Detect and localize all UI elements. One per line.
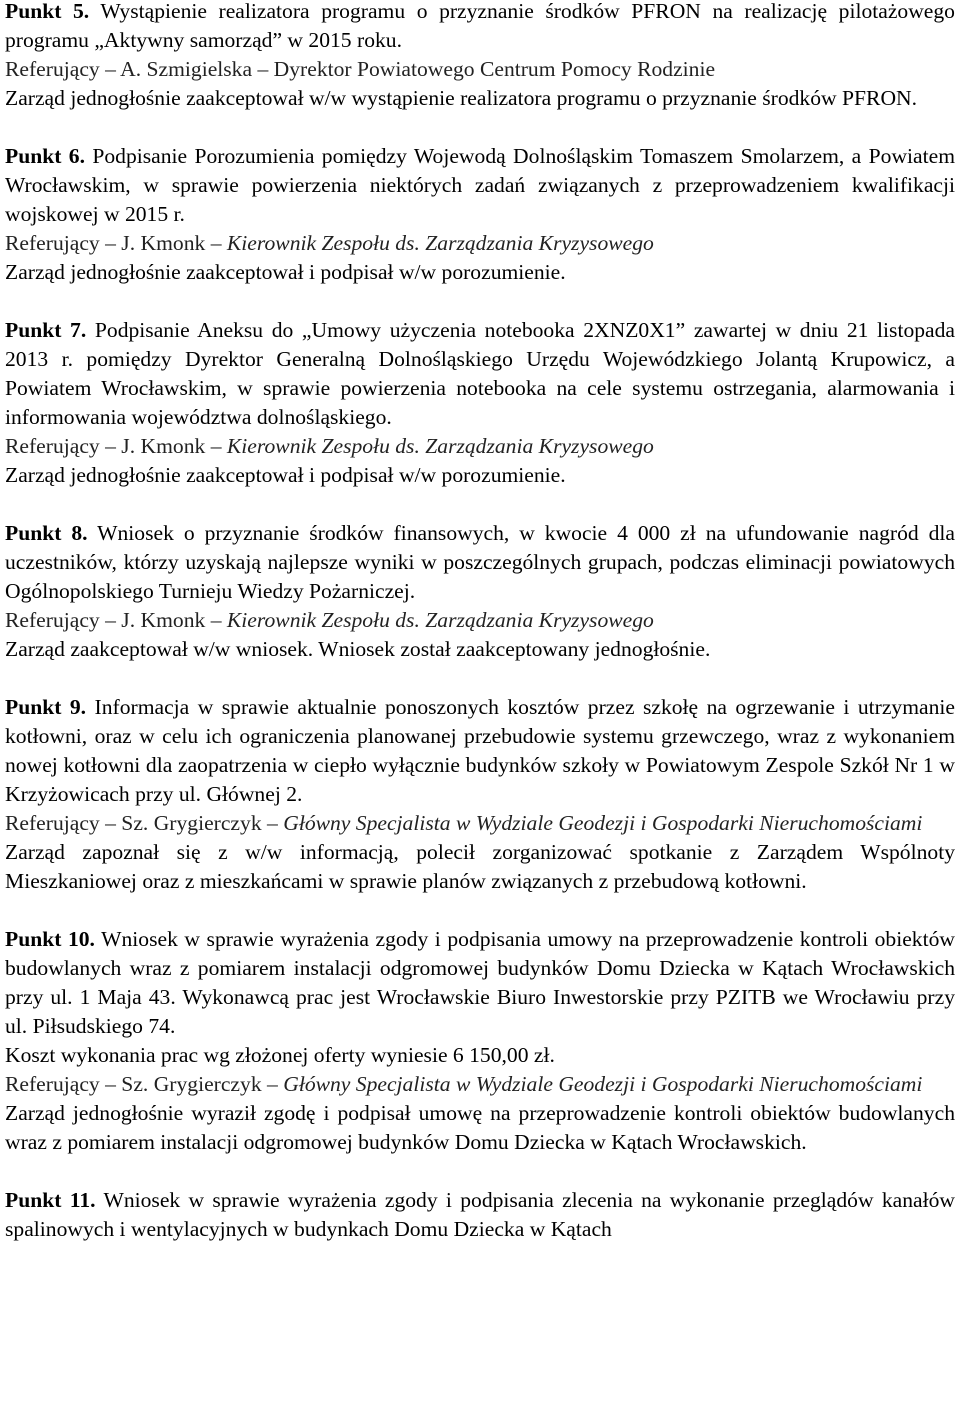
point-10-heading: Punkt 10. <box>5 927 95 951</box>
point-8-heading: Punkt 8. <box>5 521 88 545</box>
point-6-subject <box>5 142 955 229</box>
point-9-referent <box>5 809 955 838</box>
point-7-referent <box>5 432 955 461</box>
point-10-decision: Zarząd jednogłośnie wyraził zgodę i podpisał umowę na przeprowadzenie kontroli obiektów budowlanych wraz z pomiarem instalacji odgromowej budynków Domu Dziecka w Kątach Wrocławskich. <box>5 1101 955 1154</box>
referent-name: Referujący – J. Kmonk – <box>5 434 222 458</box>
point-5-referent: Referujący – A. Szmigielska – Dyrektor Powiatowego Centrum Pomocy Rodzinie <box>5 57 716 81</box>
document-page <box>5 0 955 1244</box>
point-9-decision: Zarząd zapoznał się z w/w informacją, polecił zorganizować spotkanie z Zarządem Wspólnoty Mieszkaniowej oraz z mieszkańcami w sprawie planów związanych z przebudową kotłowni. <box>5 840 955 893</box>
referent-role: Kierownik Zespołu ds. <box>226 231 420 255</box>
point-5-heading: Punkt 5. <box>5 0 90 23</box>
point-5-subject <box>5 0 955 55</box>
referent-role: Główny Specjalista w Wydziale Geodezji i Gospodarki <box>283 811 754 835</box>
point-6-decision: Zarząd jednogłośnie zaakceptował i podpisał w/w porozumienie. <box>5 260 566 284</box>
point-11-heading: Punkt 11. <box>5 1188 96 1212</box>
referent-name: Referujący – Sz. Grygierczyk – <box>5 1072 278 1096</box>
point-7-decision: Zarząd jednogłośnie zaakceptował i podpisał w/w porozumienie. <box>5 463 566 487</box>
point-10-subject <box>5 925 955 1041</box>
point-11-text: Wniosek w sprawie wyrażenia zgody i podpisania zlecenia na wykonanie przeglądów kanałów spalinowych i wentylacyjnych w budynkach Domu Dziecka w Kątach <box>5 1188 956 1241</box>
point-10-text: Wniosek w sprawie wyrażenia zgody i podpisania umowy na przeprowadzenie kontroli obiektów budowlanych wraz z pomiarem instalacji odgromowej budynków Domu Dziecka w Kątach Wrocławskich przy ul. 1 Maja 43. Wykonawcą prac jest Wrocławskie Biuro Inwestorskie przy PZITB we Wrocławiu przy ul. Piłsudskiego 74. <box>5 927 955 1038</box>
point-8-text: Wniosek o przyznanie środków finansowych, w kwocie 4 000 zł na ufundowanie nagród dla uczestników, którzy uzyskają najlepsze wyniki w poszczególnych grupach, podczas eliminacji powiatowych Ogólnopolskiego Turnieju Wiedzy Pożarniczej. <box>5 521 955 603</box>
referent-name: Referujący – J. Kmonk – <box>5 231 222 255</box>
point-8-decision: Zarząd zaakceptował w/w wniosek. Wniosek został zaakceptowany jednogłośnie. <box>5 637 711 661</box>
referent-role: Główny Specjalista w Wydziale Geodezji i Gospodarki <box>283 1072 754 1096</box>
point-8-subject <box>5 519 955 606</box>
referent-unit: Zarządzania Kryzysowego <box>425 231 654 255</box>
point-6-text: Podpisanie Porozumienia pomiędzy Wojewodą Dolnośląskim Tomaszem Smolarzem, a Powiatem Wrocławskim, w sprawie powierzenia niektórych zadań związanych z przeprowadzeniem kwalifikacji wojskowej w 2015 r. <box>5 144 955 226</box>
referent-name: Referujący – Sz. Grygierczyk – <box>5 811 278 835</box>
referent-unit: Nieruchomościami <box>759 811 923 835</box>
point-7-subject <box>5 316 955 432</box>
point-7-heading: Punkt 7. <box>5 318 87 342</box>
point-9-heading: Punkt 9. <box>5 695 87 719</box>
referent-unit: Zarządzania Kryzysowego <box>425 434 654 458</box>
point-10-cost: Koszt wykonania prac wg złożonej oferty wyniesie 6 150,00 zł. <box>5 1043 555 1067</box>
point-8-referent <box>5 606 955 635</box>
point-10-referent <box>5 1070 955 1099</box>
referent-name: Referujący – J. Kmonk – <box>5 608 222 632</box>
point-7-text: Podpisanie Aneksu do „Umowy użyczenia notebooka 2XNZ0X1” zawartej w dniu 21 listopada 2013 r. pomiędzy Dyrektor Generalną Dolnośląskiego Urzędu Wojewódzkiego Jolantą Krupowicz, a Powiatem Wrocławskim, w sprawie powierzenia notebooka na cele systemu ostrzegania, alarmowania i informowania województwa dolnośląskiego. <box>5 318 956 429</box>
point-6-heading: Punkt 6. <box>5 144 85 168</box>
referent-role: Kierownik Zespołu ds. <box>226 434 420 458</box>
referent-unit: Zarządzania Kryzysowego <box>425 608 654 632</box>
referent-unit: Nieruchomościami <box>759 1072 923 1096</box>
point-9-text: Informacja w sprawie aktualnie ponoszonych kosztów przez szkołę na ogrzewanie i utrzymanie kotłowni, oraz w celu ich ograniczenia planowanej przebudowie systemu grzewczego, wraz z wykonaniem nowej kotłowni dla zaopatrzenia w ciepło wyłącznie budynków szkoły w Powiatowym Zespole Szkół Nr 1 w Krzyżowicach przy ul. Głównej 2. <box>5 695 955 806</box>
referent-role: Kierownik Zespołu ds. <box>226 608 420 632</box>
point-5-text: Wystąpienie realizatora programu o przyznanie środków PFRON na realizację pilotażowego programu „Aktywny samorząd” w 2015 roku. <box>5 0 955 52</box>
point-11-subject <box>5 1186 955 1244</box>
point-5-decision: Zarząd jednogłośnie zaakceptował w/w wystąpienie realizatora programu o przyznanie środków PFRON. <box>5 86 918 110</box>
point-6-referent <box>5 229 955 258</box>
point-9-subject <box>5 693 955 809</box>
